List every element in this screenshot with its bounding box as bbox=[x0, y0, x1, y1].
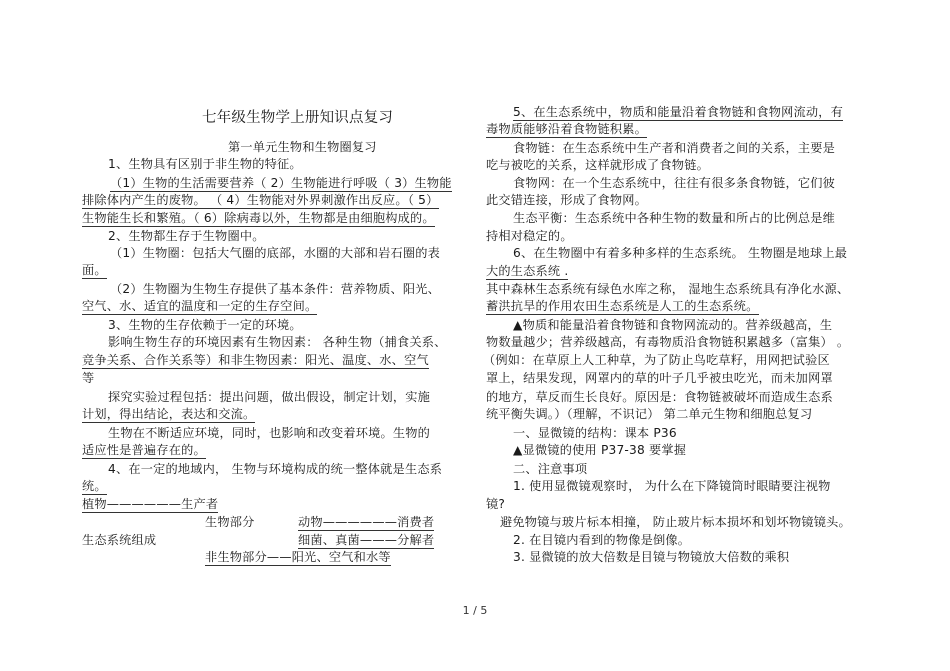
text-line: 持相对稳定的。 bbox=[486, 229, 573, 243]
document-title: 七年级生物学上册知识点复习 bbox=[202, 110, 394, 126]
text-line: 罩上，结果发现，网罩内的草的叶子几乎被虫吃光，而未加网罩 bbox=[486, 371, 833, 385]
text-line: 排除体内产生的废物。 （ 4）生物能对外界刺激作出反应。（ 5） bbox=[82, 193, 439, 207]
text-line: 竞争关系、合作关系等）和非生物因素：阳光、温度、水、空气 bbox=[82, 353, 429, 367]
text-line: 镜? bbox=[486, 497, 506, 511]
text-line: 3. 显微镜的放大倍数是目镜与物镜放大倍数的乘积 bbox=[513, 550, 790, 564]
text-line: 生态平衡：生态系统中各种生物的数量和所占的比例总是维 bbox=[513, 211, 836, 225]
text-line: 1、生物具有区别于非生物的特征。 bbox=[108, 157, 302, 171]
text-line: （1）生物圈：包括大气圈的底部，水圈的大部和岩石圈的表 bbox=[110, 246, 441, 260]
text-line: 5、在生态系统中，物质和能量沿着食物链和食物网流动，有 bbox=[513, 105, 844, 119]
page-number: 1 / 5 bbox=[462, 604, 488, 617]
text-line: 统平衡失调。）（理解，不识记） 第二单元生物和细胞总复习 bbox=[486, 407, 813, 421]
text-line: 吃与被吃的关系，这样就形成了食物链。 bbox=[486, 158, 709, 172]
producer-line: 植物——————生产者 bbox=[82, 497, 219, 511]
text-line: （2）生物圈为生物生存提供了基本条件：营养物质、阳光、 bbox=[110, 282, 441, 296]
text-line: 生物在不断适应环境，同时，也影响和改变着环境。生物的 bbox=[108, 426, 431, 440]
system-label: 生态系统组成 bbox=[82, 533, 157, 547]
text-line: 避免物镜与玻片标本相撞， 防止玻片标本损坏和划坏物镜镜头。 bbox=[500, 515, 851, 529]
text-line: 适应性是普遍存在的。 bbox=[82, 443, 206, 457]
text-line: 计划，得出结论，表达和交流。 bbox=[82, 407, 256, 421]
text-line: （例如：在草原上人工种草，为了防止鸟吃草籽，用网把试验区 bbox=[483, 353, 830, 367]
text-line: 1. 使用显微镜观察时， 为什么在下降镜筒时眼睛要注视物 bbox=[513, 479, 831, 493]
biotic-label: 生物部分 bbox=[205, 515, 255, 529]
text-line: 其中森林生态系统有绿色水库之称， 湿地生态系统具有净化水源、 bbox=[486, 282, 850, 296]
text-line: 空气、水、适宜的温度和一定的生存空间。 bbox=[82, 299, 318, 313]
text-line: 2、生物都生存于生物圈中。 bbox=[108, 229, 265, 243]
text-line: 物数量越少；营养级越高，有毒物质沿食物链积累越多（富集） 。 bbox=[486, 335, 850, 349]
text-line: 3、生物的生存依赖于一定的环境。 bbox=[108, 318, 302, 332]
text-line: 二、注意事项 bbox=[513, 462, 588, 476]
text-line: 蓄洪抗旱的作用农田生态系统是人工的生态系统。 bbox=[486, 299, 759, 313]
text-line: 此交错连接，形成了食物网。 bbox=[486, 193, 648, 207]
text-line: 影响生物生存的环境因素有生物因素： 各种生物（捕食关系、 bbox=[108, 335, 447, 349]
text-line: 6、在生物圈中有着多种多样的生态系统。 生物圈是地球上最 bbox=[513, 246, 848, 260]
text-line: 探究实验过程包括：提出问题，做出假设，制定计划，实施 bbox=[108, 390, 431, 404]
text-line: （1）生物的生活需要营养（ 2）生物能进行呼吸（ 3）生物能 bbox=[110, 176, 452, 190]
text-line: 等 bbox=[82, 371, 95, 385]
unit-title: 第一单元生物和生物圈复习 bbox=[228, 140, 377, 154]
decomposer-line: 细菌、真菌———分解者 bbox=[298, 533, 435, 547]
text-line: 面。 bbox=[82, 263, 107, 277]
text-line: 统。 bbox=[82, 479, 107, 493]
text-line: ▲显微镜的使用 P37-38 要掌握 bbox=[513, 443, 687, 457]
text-line: 4、在一定的地域内， 生物与环境构成的统一整体就是生态系 bbox=[108, 462, 443, 476]
text-line: 2. 在目镜内看到的物像是倒像。 bbox=[513, 533, 691, 547]
text-line: ▲物质和能量沿着食物链和食物网流动的。营养级越高，生 bbox=[513, 318, 833, 332]
text-line: 食物网：在一个生态系统中，往往有很多条食物链，它们彼 bbox=[513, 176, 836, 190]
text-line: 大的生态系统 . bbox=[486, 264, 569, 278]
text-line: 食物链：在生态系统中生产者和消费者之间的关系，主要是 bbox=[513, 141, 836, 155]
text-line: 的地方，草反而生长良好。原因是：食物链被破坏而造成生态系 bbox=[486, 390, 833, 404]
abiotic-line: 非生物部分——阳光、空气和水等 bbox=[205, 550, 391, 564]
consumer-line: 动物——————消费者 bbox=[298, 515, 435, 529]
text-line: 生物能生长和繁殖。（ 6）除病毒以外，生物都是由细胞构成的。 bbox=[82, 211, 435, 225]
text-line: 一、显微镜的结构：课本 P36 bbox=[513, 426, 677, 440]
text-line: 毒物质能够沿着食物链积累。 bbox=[486, 122, 648, 136]
